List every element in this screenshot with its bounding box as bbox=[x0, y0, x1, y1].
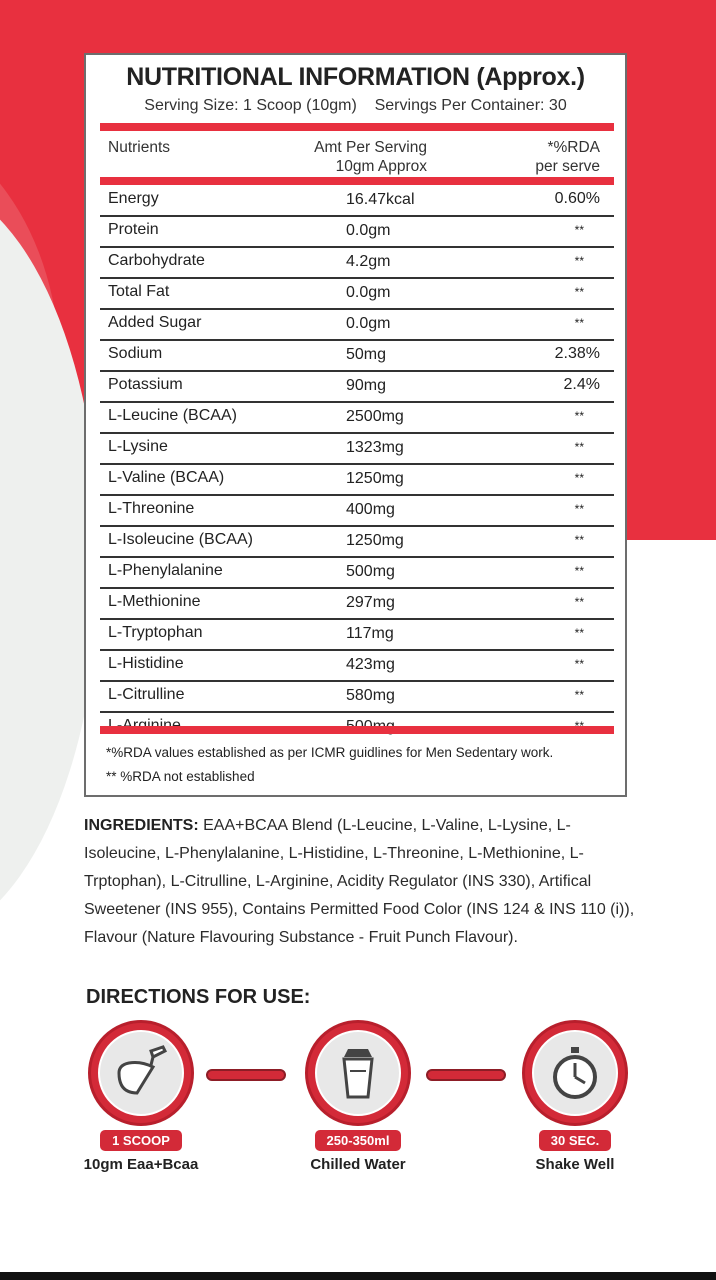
nutrient-name: L-Leucine (BCAA) bbox=[108, 407, 237, 424]
step-circle bbox=[305, 1020, 411, 1126]
nutrient-rda: ** bbox=[574, 502, 584, 516]
table-row bbox=[100, 186, 614, 217]
nutrient-amount: 50mg bbox=[346, 346, 387, 363]
footnote-rda: *%RDA values established as per ICMR guidlines for Men Sedentary work. bbox=[106, 745, 554, 760]
table-row bbox=[100, 248, 614, 279]
nutrient-amount: 0.0gm bbox=[346, 222, 391, 239]
stopwatch-icon bbox=[545, 1043, 605, 1103]
nutrient-name: L-Histidine bbox=[108, 655, 184, 672]
nutrient-amount: 4.2gm bbox=[346, 253, 391, 270]
table-row bbox=[100, 527, 614, 558]
header-amount-line1: Amt Per Serving bbox=[314, 139, 427, 156]
step-connector bbox=[426, 1069, 506, 1081]
nutrient-name: L-Methionine bbox=[108, 593, 201, 610]
nutrient-name: Total Fat bbox=[108, 283, 170, 300]
nutrient-amount: 400mg bbox=[346, 501, 395, 518]
nutrient-amount: 0.0gm bbox=[346, 284, 391, 301]
step-badge: 30 SEC. bbox=[539, 1130, 611, 1151]
step-connector bbox=[206, 1069, 286, 1081]
direction-step-scoop bbox=[71, 1020, 211, 1173]
nutrient-rda: ** bbox=[574, 440, 584, 454]
bottom-bar bbox=[0, 1272, 716, 1280]
nutrient-rda: ** bbox=[574, 285, 584, 299]
step-label: Shake Well bbox=[535, 1156, 615, 1173]
table-row bbox=[100, 279, 614, 310]
nutrient-rda: 0.60% bbox=[554, 190, 600, 207]
header-rda bbox=[486, 138, 600, 176]
table-row bbox=[100, 310, 614, 341]
nutrient-rda: ** bbox=[574, 657, 584, 671]
direction-step-shake bbox=[505, 1020, 645, 1173]
step-circle bbox=[522, 1020, 628, 1126]
table-divider-bottom bbox=[100, 726, 614, 734]
nutrient-amount: 1323mg bbox=[346, 439, 404, 456]
nutrient-rda: ** bbox=[574, 471, 584, 485]
nutrient-name: Carbohydrate bbox=[108, 252, 205, 269]
nutrient-rda: ** bbox=[574, 626, 584, 640]
table-row bbox=[100, 496, 614, 527]
nutrient-rda: ** bbox=[574, 688, 584, 702]
scoop-icon bbox=[111, 1043, 171, 1103]
nutrient-rda: ** bbox=[574, 409, 584, 423]
nutrient-rda: 2.38% bbox=[554, 345, 600, 362]
nutrient-rda: ** bbox=[574, 223, 584, 237]
direction-step-water bbox=[288, 1020, 428, 1173]
header-rda-line2: per serve bbox=[535, 158, 600, 175]
step-circle bbox=[88, 1020, 194, 1126]
nutrient-rda: ** bbox=[574, 595, 584, 609]
nutrient-name: L-Threonine bbox=[108, 500, 195, 517]
nutrition-title: NUTRITIONAL INFORMATION (Approx.) bbox=[126, 63, 585, 91]
nutrient-amount: 297mg bbox=[346, 594, 395, 611]
ingredients-section bbox=[84, 812, 644, 952]
header-amount bbox=[291, 138, 427, 176]
header-amount-line2: 10gm Approx bbox=[335, 158, 427, 175]
table-row bbox=[100, 589, 614, 620]
table-row bbox=[100, 558, 614, 589]
nutrient-amount: 1250mg bbox=[346, 532, 404, 549]
serving-size: Serving Size: 1 Scoop (10gm) bbox=[144, 97, 357, 114]
table-row bbox=[100, 403, 614, 434]
table-row bbox=[100, 651, 614, 682]
nutrient-name: Energy bbox=[108, 190, 159, 207]
nutrient-rda: 2.4% bbox=[563, 376, 600, 393]
step-label: 10gm Eaa+Bcaa bbox=[83, 1156, 199, 1173]
nutrient-name: Added Sugar bbox=[108, 314, 202, 331]
nutrient-amount: 1250mg bbox=[346, 470, 404, 487]
nutrient-name: L-Phenylalanine bbox=[108, 562, 223, 579]
step-badge: 250-350ml bbox=[315, 1130, 402, 1151]
nutrient-name: Potassium bbox=[108, 376, 183, 393]
nutrient-name: L-Citrulline bbox=[108, 686, 185, 703]
footnote-not-established: ** %RDA not established bbox=[106, 769, 255, 784]
nutrient-rda: ** bbox=[574, 254, 584, 268]
nutrient-name: L-Isoleucine (BCAA) bbox=[108, 531, 253, 548]
header-divider-top bbox=[100, 123, 614, 131]
table-row bbox=[100, 217, 614, 248]
nutrient-name: L-Valine (BCAA) bbox=[108, 469, 225, 486]
table-row bbox=[100, 682, 614, 713]
nutrient-amount: 423mg bbox=[346, 656, 395, 673]
table-row bbox=[100, 434, 614, 465]
table-row bbox=[100, 465, 614, 496]
nutrient-amount: 16.47kcal bbox=[346, 191, 415, 208]
nutrient-amount: 90mg bbox=[346, 377, 387, 394]
nutrient-amount: 2500mg bbox=[346, 408, 404, 425]
step-label: Chilled Water bbox=[310, 1156, 406, 1173]
servings-per-container: Servings Per Container: 30 bbox=[374, 97, 567, 114]
nutrient-rda: ** bbox=[574, 533, 584, 547]
table-row bbox=[100, 620, 614, 651]
table-row bbox=[100, 372, 614, 403]
nutrition-panel bbox=[84, 53, 627, 797]
nutrient-rda: ** bbox=[574, 316, 584, 330]
nutrient-amount: 117mg bbox=[346, 625, 394, 642]
nutrient-rda: ** bbox=[574, 564, 584, 578]
nutrient-name: Protein bbox=[108, 221, 159, 238]
nutrient-name: L-Tryptophan bbox=[108, 624, 203, 641]
serving-info bbox=[86, 97, 625, 115]
header-rda-line1: *%RDA bbox=[547, 139, 600, 156]
nutrient-amount: 500mg bbox=[346, 563, 395, 580]
table-row bbox=[100, 341, 614, 372]
shaker-icon bbox=[328, 1043, 388, 1103]
nutrient-name: Sodium bbox=[108, 345, 163, 362]
nutrient-amount: 580mg bbox=[346, 687, 395, 704]
directions-title: DIRECTIONS FOR USE: bbox=[86, 986, 311, 1008]
ingredients-label: INGREDIENTS: bbox=[84, 817, 199, 834]
header-divider-bottom bbox=[100, 177, 614, 185]
nutrient-name: L-Lysine bbox=[108, 438, 168, 455]
step-badge: 1 SCOOP bbox=[100, 1130, 182, 1151]
ingredients-text: EAA+BCAA Blend (L-Leucine, L-Valine, L-Lysine, L-Isoleucine, L-Phenylalanine, L-Histidine, L-Threonine, L-Methionine, L-Trptophan), L-Citrulline, L-Arginine, Acidity Regulator (INS 330), Artifical Sweetener (INS 955), Contains Permitted Food Color (INS 124 & INS 110 (i)), Flavour (Nature Flavouring Substance - Fruit Punch Flavour). bbox=[84, 817, 635, 946]
nutrition-table bbox=[100, 186, 614, 742]
header-nutrients: Nutrients bbox=[108, 139, 171, 156]
nutrient-amount: 0.0gm bbox=[346, 315, 391, 332]
